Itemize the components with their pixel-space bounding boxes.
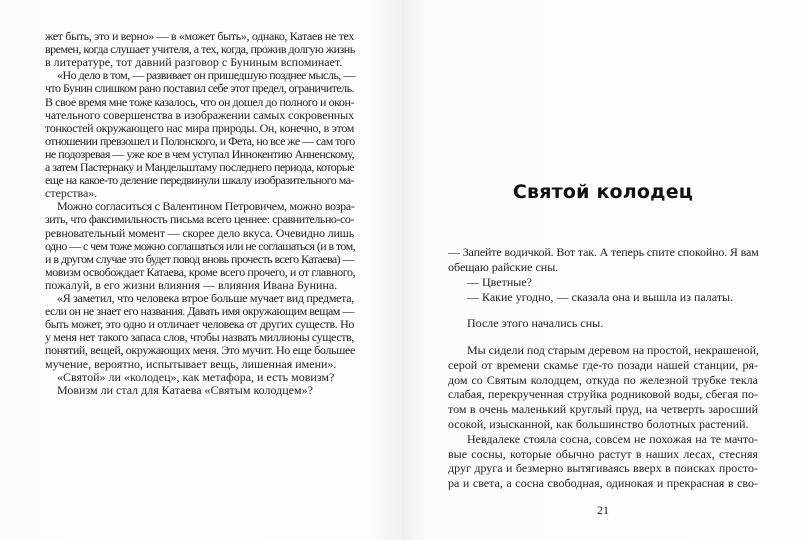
text-line: в литературе, тот давний разговор с Буниным вспоминает. [45, 55, 343, 70]
text-line: Мовизм ли стал для Катаева «Святым колодцем»? [57, 382, 313, 397]
text-line: вые сосны, которые обычно растут в наших лесах, стесняя [448, 446, 758, 461]
text-line: осокой, изысканной, как большинство болотных растений. [448, 417, 749, 431]
text-line: жет быть, это и верно» — в «может быть», однако, Катаев не тех [45, 29, 354, 43]
text-line: пожалуй, в его жизни влияния — влияния Ивана Бунина. [45, 277, 338, 292]
text-line: чательного совершенства в изображении самых сокровенных [45, 107, 354, 122]
text-line: а затем Пастернаку и Мандельштаму последнего периода, которые [45, 160, 354, 174]
text-line: обещаю райские сны. [448, 260, 559, 274]
text-line: «Святой» ли «колодец», как метафора, и есть мовизм? [57, 369, 335, 384]
text-line: дом со Святым колодцем, откуда по железной трубке текла [448, 372, 758, 387]
chapter-title: Святой колодец [512, 181, 694, 203]
text-line: не подозревая — уже кое в чем уступал Иннокентию Анненскому, [45, 146, 354, 161]
text-line: у меня нет такого запаса слов, чтобы назвать миллионы существ, [45, 330, 354, 345]
text-line: что Бунин слишком рано поставил себе этот предел, ограничитель. [45, 81, 354, 96]
text-line: понятий, вещей, окружающих меня. Это мучит. Но еще большее [45, 343, 355, 358]
text-line: времен, когда слушает учителя, а тех, когда, прожив долгую жизнь [45, 42, 355, 57]
text-line: отношении превзошел и Полонского, и Фета, но все же — сам того [45, 133, 355, 148]
text-line: Невдалеке стояла сосна, совсем не похожая на те мачто- [467, 431, 758, 446]
text-line: тонкостей окружающего нас мира природы. Он, конечно, в этом [45, 120, 354, 135]
text-line: друг друга и безмерно вытягиваясь вверх в поисках просто- [448, 461, 758, 476]
text-line: быть может, это одно и отличает человека от других существ. Но [45, 317, 354, 332]
text-line: «Я заметил, что человека втрое больше мучает вид предмета, [57, 291, 354, 305]
text-line: Мы сидели под старым деревом на простой, некрашеной, [467, 343, 759, 357]
text-line: «Но дело в том, — развивает он пришедшую позднее мысль, — [57, 68, 355, 83]
text-line: одно — с чем тоже можно соглашаться или не соглашаться (и в том, [45, 238, 355, 253]
text-line: После этого начались сны. [467, 316, 604, 330]
text-line: В свое время мне тоже казалось, что он дошел до полного и окон- [45, 94, 354, 109]
text-line: — Какие угодно, — сказала она и вышла из палаты. [467, 290, 734, 304]
text-line: еще на какое-то деление передвинули шкалу изобразительного ма- [45, 173, 354, 188]
text-line: слабая, перекрученная струйка родниковой воды, сбегая по- [448, 387, 758, 402]
text-line: зить, что факсимильность письма всего ценнее: сравнительно-со- [45, 212, 354, 227]
text-line: — Цветные? [467, 275, 532, 289]
text-line: и в другом случае это будет повод вновь прочесть всего Катаева) — [45, 251, 354, 266]
text-line: серой от времени скамье где-то позади нашей станции, ря- [448, 357, 758, 372]
text-line: Можно согласиться с Валентином Петровичем, можно возра- [57, 199, 355, 214]
text-line: стерства». [45, 186, 98, 201]
text-line: мучение, вероятно, испытывает вещь, лишенная имени». [45, 356, 337, 371]
text-line: если он не знает его названия. Давать имя окружающим вещам — [45, 304, 354, 319]
text-line: ра и света, а сосна свободная, одинокая и прекрасная в сво- [448, 476, 758, 491]
text-line: том в очень маленький круглый пруд, на четверть заросший [448, 402, 758, 417]
text-line: ревновательный момент — скорее дело вкуса. Очевидно лишь [45, 225, 354, 240]
page-number: 21 [597, 503, 609, 517]
text-line: мовизм освобождает Катаева, кроме всего прочего, и от главного, [45, 264, 356, 279]
text-line: — Запейте водичкой. Вот так. А теперь спите спокойно. Я вам [448, 245, 759, 259]
